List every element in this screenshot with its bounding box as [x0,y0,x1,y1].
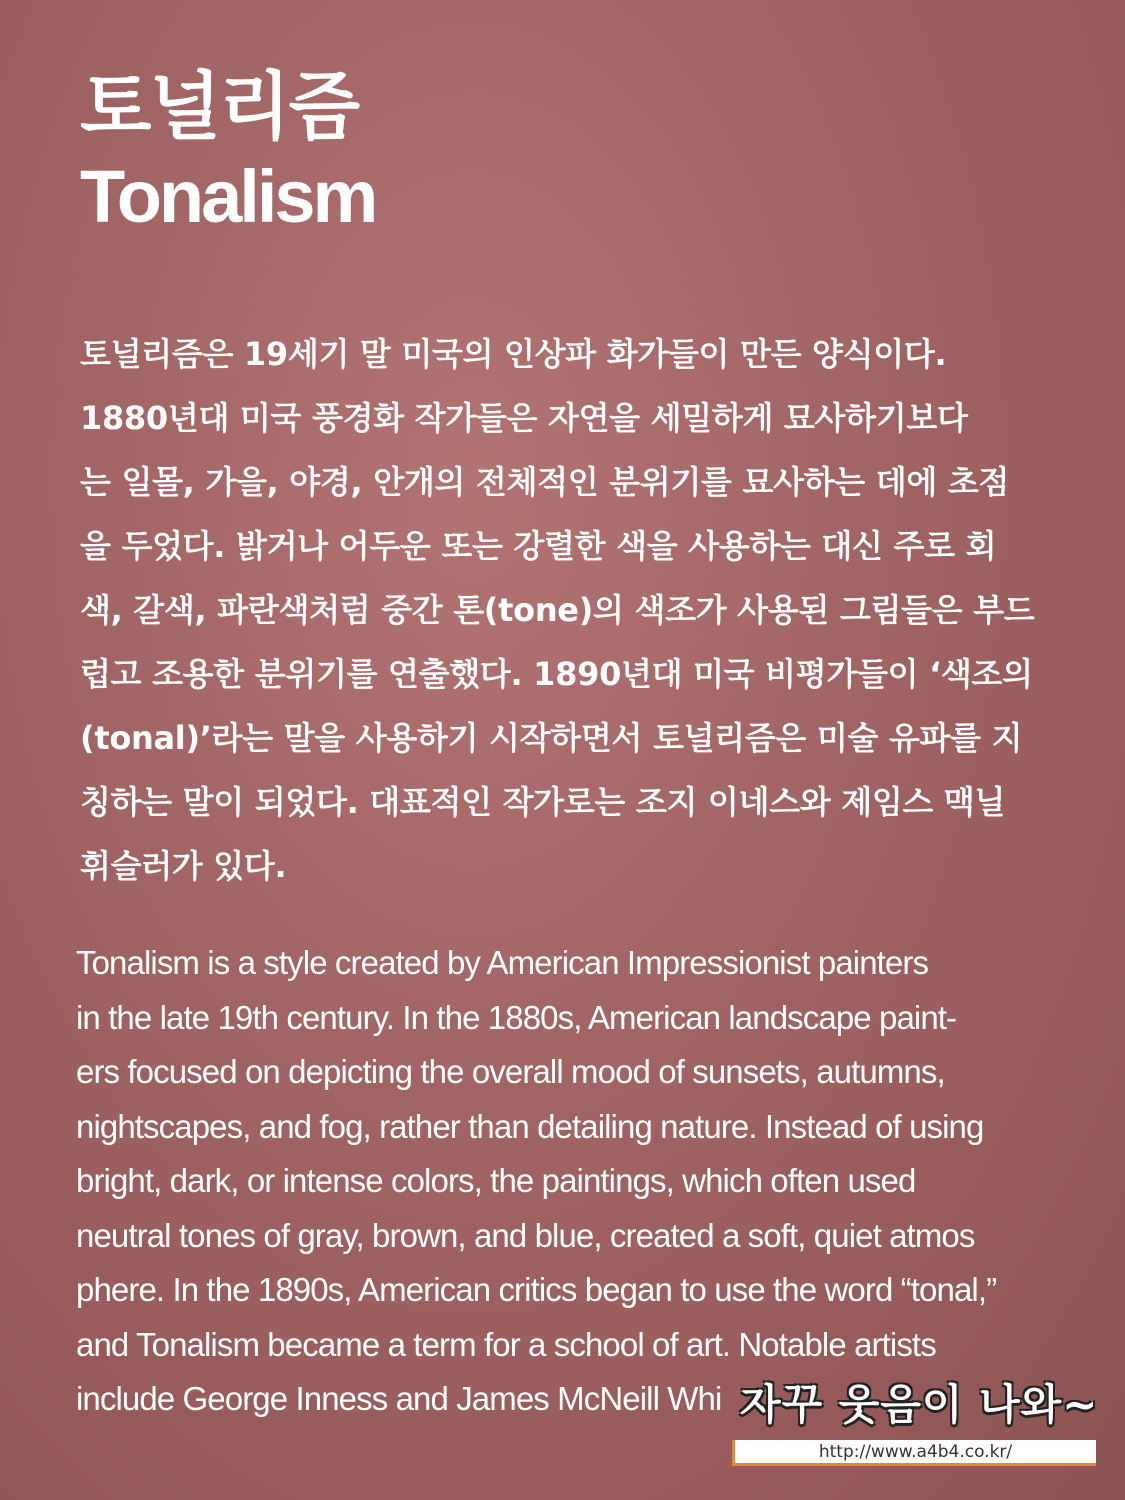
english-text-line: include George Inness and James McNeill Whi [76,1380,722,1417]
english-text-line: Tonalism is a style created by American Impressionist painters [76,944,929,981]
korean-text-line: 색, 갈색, 파란색처럼 중간 톤(tone)의 색조가 사용된 그림들은 부드 [80,591,1035,629]
korean-description [80,322,1045,898]
korean-text-line: 휘슬러가 있다. [80,847,287,885]
watermark [728,1372,1108,1480]
title-korean: 토널리즘 [80,64,358,150]
korean-text-line: (tonal)’라는 말을 사용하기 시작하면서 토널리즘은 미술 유파를 지 [80,719,1023,757]
english-text-line: bright, dark, or intense colors, the paintings, which often used [76,1162,916,1199]
watermark-url-box [732,1440,1096,1466]
watermark-slogan: 자꾸 웃음이 나와~ [740,1380,1099,1429]
english-text-line: neutral tones of gray, brown, and blue, created a soft, quiet atmos [76,1216,975,1254]
korean-text-line: 럽고 조용한 분위기를 연출했다. 1890년대 미국 비평가들이 ‘색조의 [80,655,1033,693]
korean-text-line: 을 두었다. 밝거나 어두운 또는 강렬한 색을 사용하는 대신 주로 회 [80,527,997,565]
title-english: Tonalism [80,155,376,238]
korean-text-line: 토널리즘은 19세기 말 미국의 인상파 화가들이 만든 양식이다. [80,335,947,373]
english-text-line: and Tonalism became a term for a school of art. Notable artists [76,1325,936,1363]
korean-text-line: 1880년대 미국 풍경화 작가들은 자연을 세밀하게 묘사하기보다 [80,399,968,437]
korean-text-line: 는 일몰, 가을, 야경, 안개의 전체적인 분위기를 묘사하는 데에 초점 [80,463,1010,501]
watermark-url: http://www.a4b4.co.kr/ [818,1442,1013,1462]
korean-text-line: 칭하는 말이 되었다. 대표적인 작가로는 조지 이네스와 제임스 맥닐 [80,783,1006,821]
english-description [76,936,1051,1427]
english-text-line: in the late 19th century. In the 1880s, American landscape paint- [76,998,957,1036]
english-text-line: nightscapes, and fog, rather than detailing nature. Instead of using [76,1107,984,1145]
english-text-line: ers focused on depicting the overall mood of sunsets, autumns, [76,1053,945,1090]
english-text-line: phere. In the 1890s, American critics began to use the word “tonal,” [76,1271,997,1308]
